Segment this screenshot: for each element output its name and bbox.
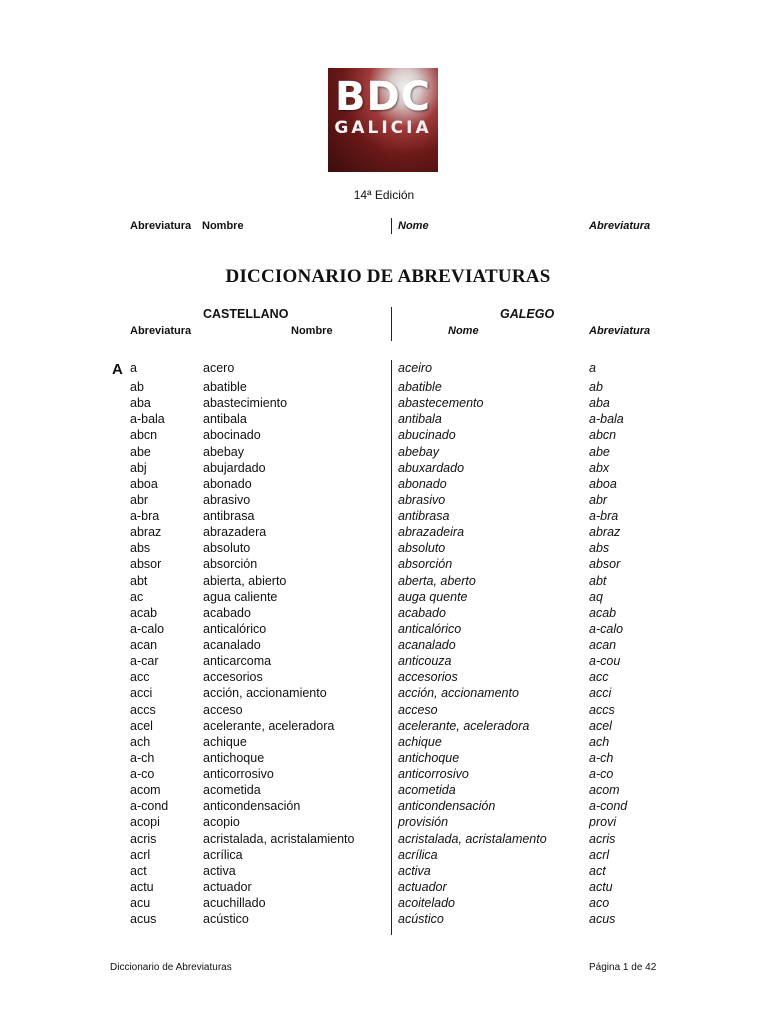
name-gl: anticouza [398, 654, 452, 669]
name-gl: acanalado [398, 638, 456, 652]
name-es: abonado [203, 476, 252, 491]
abbreviation-gl: a-cou [589, 654, 621, 669]
name-gl: abrazadeira [398, 525, 465, 540]
name-gl: actuador [398, 879, 447, 894]
name-es: acuchillado [203, 896, 266, 910]
name-es: acero [203, 361, 235, 375]
name-gl: absoluto [398, 541, 446, 556]
name-es: anticarcoma [203, 654, 272, 669]
name-es: acrílica [203, 847, 243, 862]
abbreviation-es: acel [130, 718, 153, 733]
logo-sub-text: GALICIA [334, 118, 432, 138]
abbreviation-es: abraz [130, 525, 162, 540]
abbreviation-es: abr [130, 492, 149, 507]
abbreviation-es: acus [130, 912, 157, 927]
name-es: agua caliente [203, 589, 278, 604]
name-gl: auga quente [398, 589, 468, 604]
name-es: anticalórico [203, 621, 267, 636]
table-row [0, 477, 768, 493]
abbreviation-es: a-calo [130, 621, 165, 636]
col-header-nombre: Nombre [291, 325, 333, 337]
table-row [0, 880, 768, 896]
table-row [0, 461, 768, 477]
name-es: abastecimiento [203, 396, 288, 411]
edition-label: 14ª Edición [353, 188, 415, 202]
abbreviation-gl: absor [589, 557, 621, 572]
table-row [0, 412, 768, 428]
name-gl: antibrasa [398, 509, 450, 523]
section-letter: A [112, 361, 123, 378]
abbreviation-es: a-car [130, 654, 159, 669]
abbreviation-gl: aba [589, 396, 610, 411]
abbreviation-gl: aq [589, 589, 603, 604]
top-header-nombre: Nombre [202, 220, 244, 232]
abbreviation-es: a-cond [130, 799, 169, 814]
name-es: acción, accionamiento [203, 686, 327, 701]
abbreviation-es: abs [130, 541, 151, 556]
name-gl: provisión [398, 815, 449, 830]
col-header-abrev-left: Abreviatura [130, 325, 192, 337]
abbreviation-es: acom [130, 783, 161, 798]
table-row [0, 896, 768, 912]
abbreviation-es: ac [130, 589, 144, 604]
abbreviation-es: a-ch [130, 750, 155, 765]
abbreviation-gl: acris [589, 831, 616, 846]
name-gl: abrasivo [398, 492, 446, 507]
abbreviation-gl: ab [589, 380, 603, 394]
name-es: acristalada, acristalamiento [203, 831, 355, 846]
abbreviation-es: acopi [130, 815, 160, 830]
abbreviation-es: a-bala [130, 412, 165, 427]
table-row [0, 864, 768, 880]
name-gl: achique [398, 734, 442, 749]
abbreviation-gl: a [589, 361, 596, 375]
language-castellano: CASTELLANO [203, 307, 289, 321]
name-gl: abebay [398, 444, 440, 459]
abbreviation-gl: abr [589, 492, 608, 507]
table-row [0, 815, 768, 831]
table-row [0, 719, 768, 735]
abbreviation-es: absor [130, 557, 162, 572]
table-row [0, 493, 768, 509]
abbreviation-es: ach [130, 734, 151, 749]
table-row [0, 396, 768, 412]
table-row [0, 799, 768, 815]
abbreviation-es: abt [130, 573, 148, 588]
abbreviation-es: abj [130, 460, 147, 475]
name-gl: absorción [398, 557, 453, 572]
table-row [0, 557, 768, 573]
table-row [0, 541, 768, 557]
abbreviation-gl: abt [589, 573, 607, 588]
abbreviation-es: acrl [130, 847, 151, 862]
name-gl: abuxardado [398, 460, 465, 475]
name-es: abierta, abierto [203, 573, 287, 588]
abbreviation-gl: abs [589, 541, 610, 556]
table-row [0, 590, 768, 606]
abbreviation-es: abcn [130, 428, 158, 443]
abbreviation-es: acab [130, 605, 158, 620]
name-es: actuador [203, 879, 252, 894]
abbreviation-gl: aco [589, 896, 610, 910]
abbreviation-gl: a-bala [589, 412, 624, 427]
name-es: absorción [203, 557, 258, 572]
abbreviation-gl: aboa [589, 476, 617, 491]
table-row [0, 670, 768, 686]
name-es: antibala [203, 412, 247, 427]
abbreviation-gl: a-ch [589, 750, 614, 765]
name-gl: accesorios [398, 670, 458, 685]
abbreviation-gl: a-bra [589, 509, 619, 523]
name-gl: acometida [398, 783, 456, 798]
abbreviation-gl: acan [589, 638, 617, 652]
name-gl: abatible [398, 380, 442, 394]
language-galego: GALEGO [500, 307, 555, 321]
top-header-divider [391, 218, 392, 234]
abbreviation-gl: ach [589, 734, 610, 749]
abbreviation-gl: actu [589, 879, 613, 894]
name-es: anticorrosivo [203, 767, 274, 781]
abbreviation-es: acci [130, 686, 153, 701]
table-row [0, 380, 768, 396]
table-row [0, 574, 768, 590]
name-gl: aberta, aberto [398, 573, 476, 588]
table-row [0, 654, 768, 670]
name-es: achique [203, 734, 247, 749]
name-es: activa [203, 863, 236, 878]
footer-title: Diccionario de Abreviaturas [110, 962, 232, 973]
col-header-abrev-right: Abreviatura [589, 325, 651, 337]
abbreviation-es: acris [130, 831, 157, 846]
abbreviation-gl: acab [589, 605, 617, 620]
abbreviation-gl: abe [589, 444, 610, 459]
table-row [0, 428, 768, 444]
name-es: abatible [203, 380, 247, 394]
abbreviation-es: act [130, 863, 147, 878]
name-es: abebay [203, 444, 245, 459]
name-gl: anticorrosivo [398, 767, 469, 781]
table-row [0, 445, 768, 461]
name-gl: acción, accionamento [398, 686, 519, 701]
name-gl: acceso [398, 702, 438, 717]
abbreviation-es: accs [130, 702, 156, 717]
table-row [0, 606, 768, 622]
name-gl: anticondensación [398, 799, 496, 814]
table-row [0, 638, 768, 654]
footer-page-number: Página 1 de 42 [589, 962, 657, 973]
name-gl: aceiro [398, 361, 433, 375]
table-row [0, 703, 768, 719]
table-row [0, 751, 768, 767]
name-gl: acústico [398, 912, 444, 927]
abbreviation-gl: acel [589, 718, 612, 733]
abbreviation-es: a-co [130, 767, 155, 781]
name-es: acabado [203, 605, 251, 620]
name-es: acanalado [203, 638, 261, 652]
name-es: acústico [203, 912, 249, 927]
abbreviation-table [0, 361, 768, 928]
table-row [0, 361, 768, 380]
abbreviation-es: acu [130, 896, 151, 910]
abbreviation-gl: acus [589, 912, 616, 927]
abbreviation-gl: abraz [589, 525, 621, 540]
abbreviation-gl: act [589, 863, 606, 878]
name-es: abocinado [203, 428, 261, 443]
top-header-abrev-right: Abreviatura [589, 220, 651, 232]
name-gl: activa [398, 863, 431, 878]
logo-main-text: BDC [334, 74, 432, 120]
name-es: acceso [203, 702, 243, 717]
abbreviation-es: a-bra [130, 509, 160, 523]
abbreviation-gl: abcn [589, 428, 617, 443]
abbreviation-gl: acom [589, 783, 620, 798]
table-row [0, 767, 768, 783]
name-gl: abastecemento [398, 396, 484, 411]
name-es: antibrasa [203, 509, 255, 523]
header-divider [391, 307, 392, 341]
abbreviation-es: abe [130, 444, 151, 459]
table-row [0, 912, 768, 928]
name-gl: acabado [398, 605, 446, 620]
table-row [0, 622, 768, 638]
name-gl: abucinado [398, 428, 456, 443]
abbreviation-gl: acc [589, 670, 609, 685]
bdc-galicia-logo [328, 68, 438, 172]
name-gl: abonado [398, 476, 447, 491]
abbreviation-es: acc [130, 670, 150, 685]
abbreviation-gl: a-cond [589, 799, 628, 814]
name-es: abrazadera [203, 525, 267, 540]
abbreviation-gl: provi [589, 815, 617, 830]
abbreviation-gl: a-co [589, 767, 614, 781]
table-row [0, 686, 768, 702]
name-es: abujardado [203, 460, 266, 475]
abbreviation-es: aba [130, 396, 151, 411]
name-es: accesorios [203, 670, 263, 685]
table-row [0, 783, 768, 799]
name-gl: acelerante, aceleradora [398, 718, 530, 733]
abbreviation-es: actu [130, 879, 154, 894]
abbreviation-es: acan [130, 638, 158, 652]
name-gl: acristalada, acristalamento [398, 831, 547, 846]
top-header-nome: Nome [398, 220, 429, 232]
name-gl: acrílica [398, 847, 438, 862]
abbreviation-gl: acci [589, 686, 612, 701]
name-es: acometida [203, 783, 261, 798]
table-row [0, 525, 768, 541]
abbreviation-gl: acrl [589, 847, 610, 862]
table-row [0, 735, 768, 751]
abbreviation-gl: accs [589, 702, 615, 717]
abbreviation-es: aboa [130, 476, 158, 491]
abbreviation-gl: a-calo [589, 621, 624, 636]
name-es: acelerante, aceleradora [203, 718, 335, 733]
table-row [0, 832, 768, 848]
abbreviation-es: ab [130, 380, 144, 394]
col-header-nome: Nome [448, 325, 479, 337]
name-gl: antichoque [398, 750, 460, 765]
page-title: DICCIONARIO DE ABREVIATURAS [225, 266, 551, 287]
name-gl: anticalórico [398, 621, 462, 636]
abbreviation-gl: abx [589, 460, 610, 475]
top-header-abrev-left: Abreviatura [130, 220, 192, 232]
name-es: absoluto [203, 541, 251, 556]
table-row [0, 848, 768, 864]
name-es: acopio [203, 815, 240, 830]
name-gl: acoitelado [398, 896, 455, 910]
name-gl: antibala [398, 412, 442, 427]
name-es: abrasivo [203, 492, 251, 507]
table-row [0, 509, 768, 525]
name-es: anticondensación [203, 799, 301, 814]
name-es: antichoque [203, 750, 265, 765]
abbreviation-es: a [130, 361, 137, 375]
